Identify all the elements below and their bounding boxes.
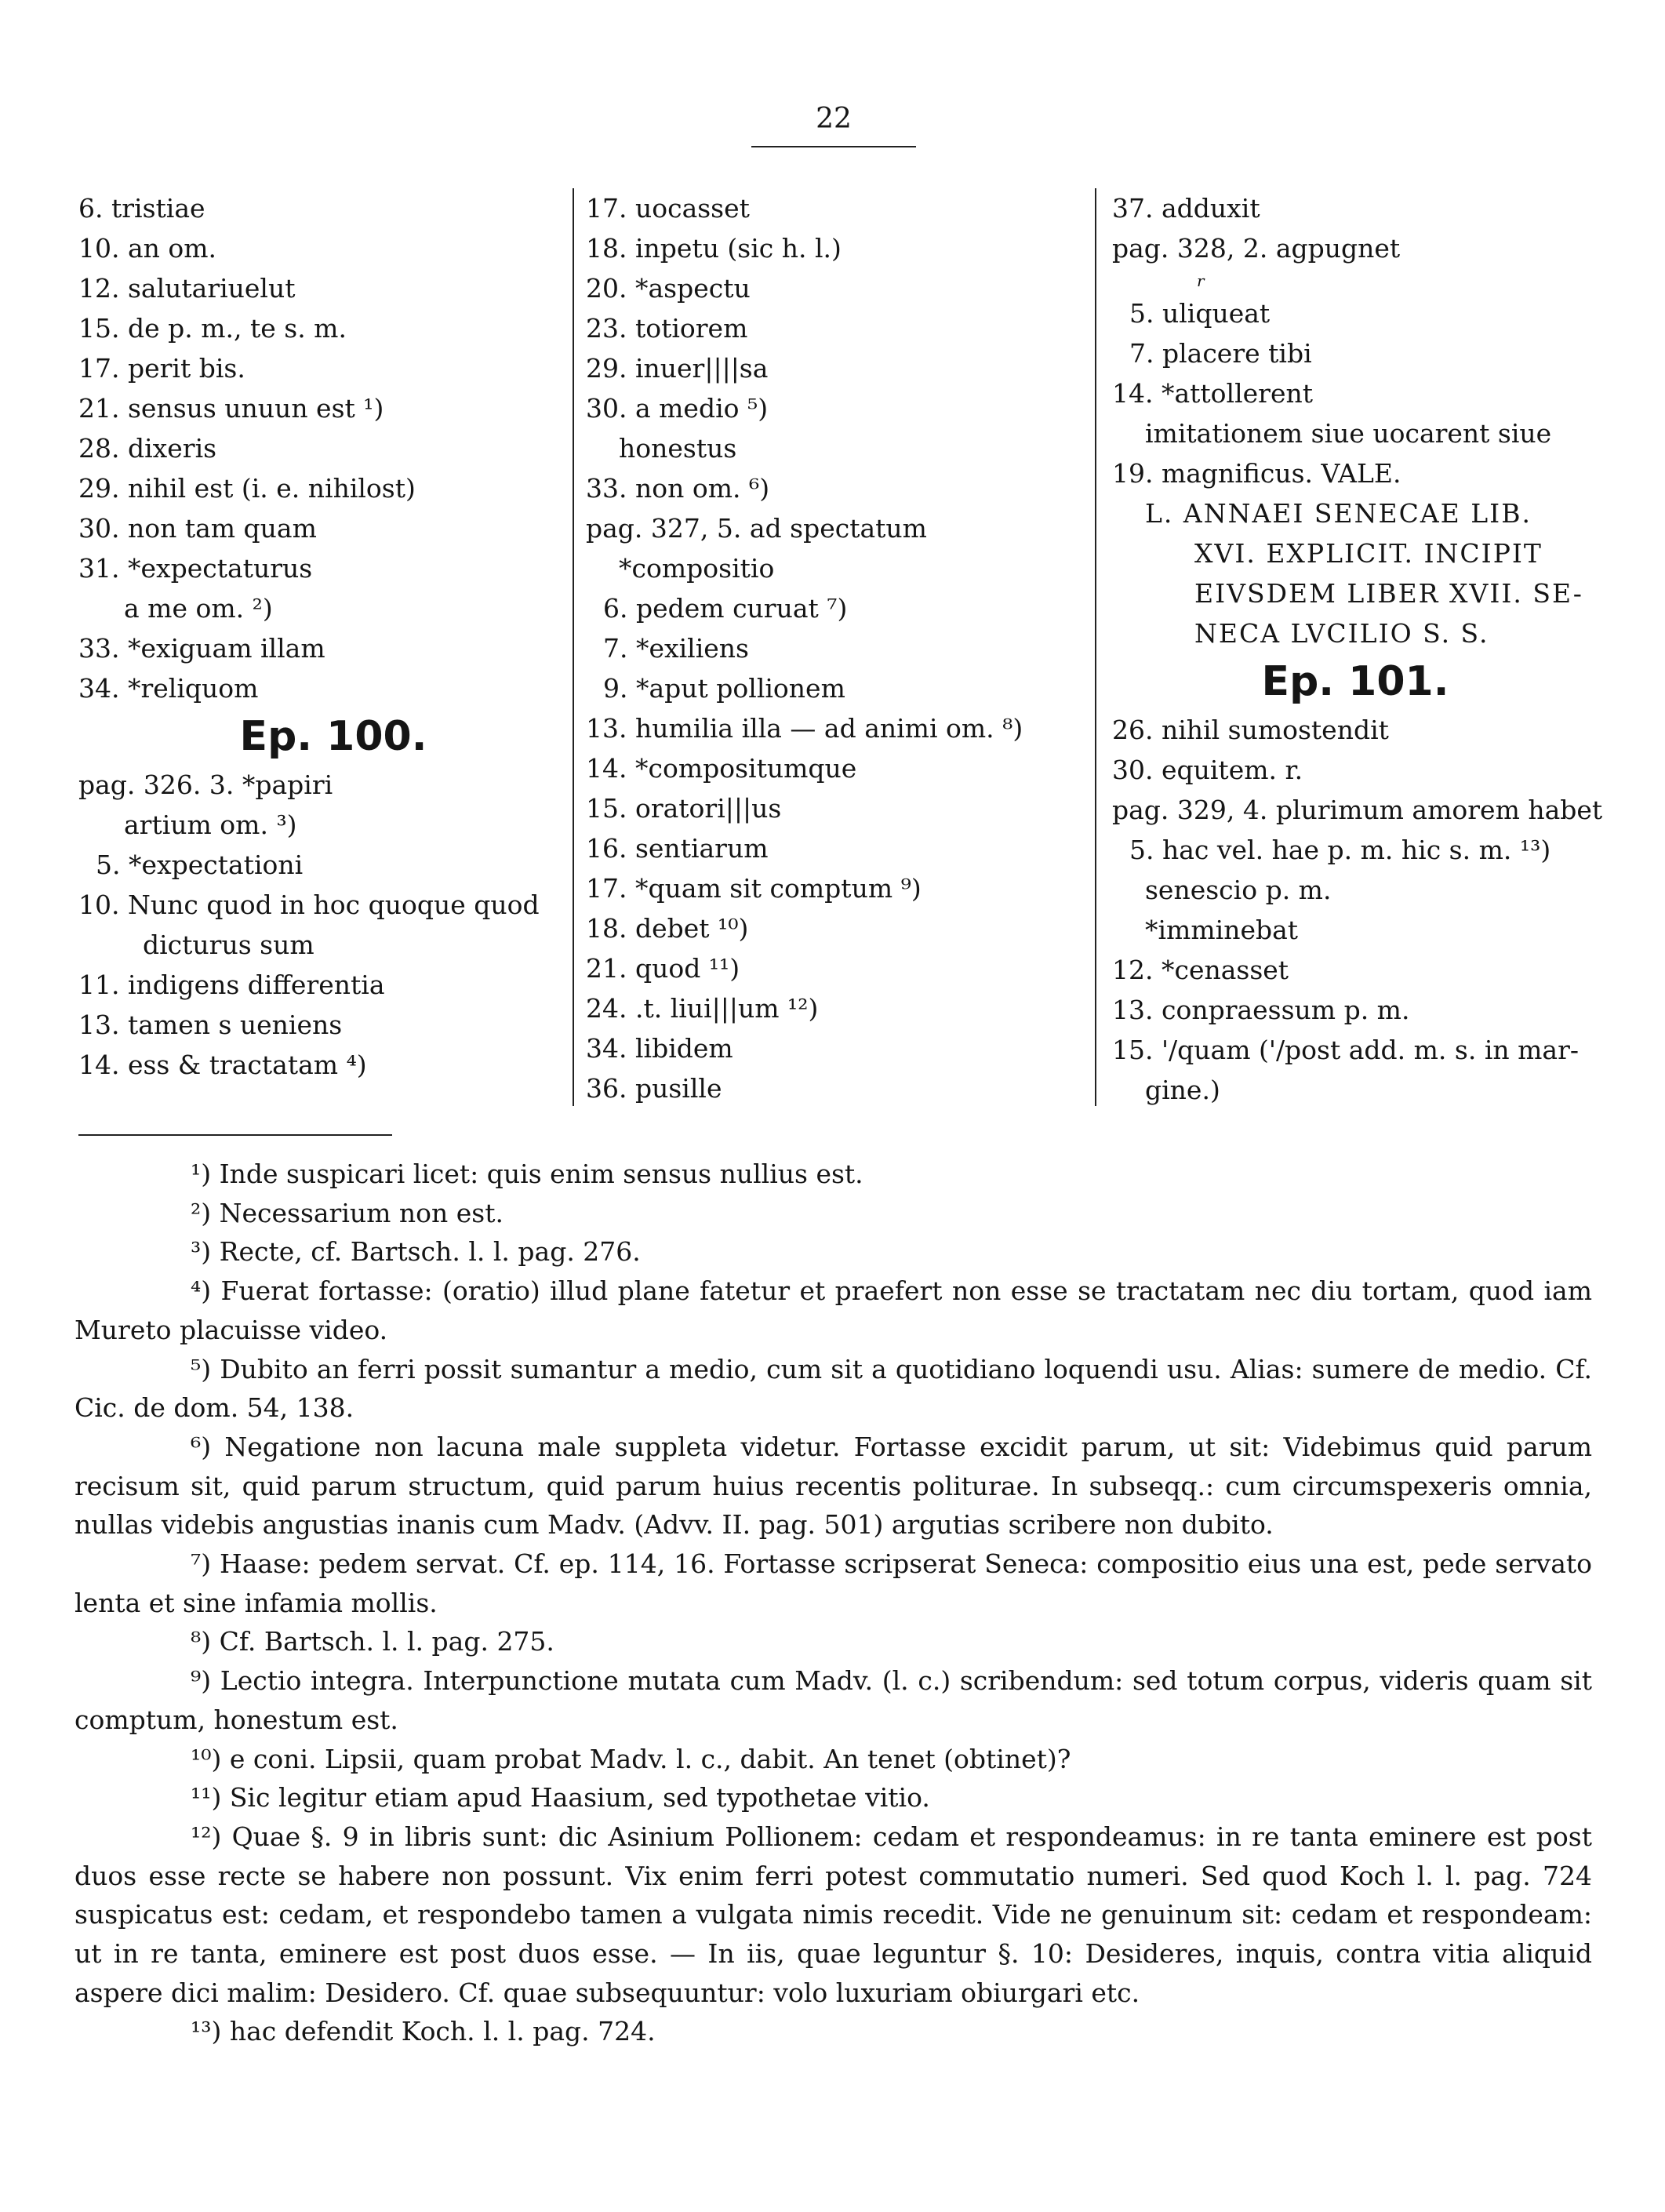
epistle-heading-100: Ep. 100.: [239, 713, 427, 760]
collation-line: dicturus sum: [143, 930, 314, 960]
footnotes: [75, 1155, 1592, 2051]
collation-line: 12. *cenasset: [1112, 955, 1289, 985]
collation-line: 26. nihil sumostendit: [1112, 715, 1389, 745]
collation-line: 19. magnificus. VALE.: [1112, 458, 1401, 489]
collation-line: 5. *expectationi: [96, 850, 304, 880]
collation-line: 23. totiorem: [586, 313, 748, 344]
page-number: 22: [816, 103, 852, 135]
page-number-rule: [751, 146, 916, 147]
collation-line: 24. .t. liui|||um ¹²): [586, 993, 819, 1024]
collation-line: 9. *aput pollionem: [603, 673, 845, 704]
column-2: [586, 188, 1085, 1108]
column-1: [78, 188, 557, 1085]
collation-line: 21. sensus unuun est ¹): [78, 393, 384, 424]
superscript-correction: r: [1197, 271, 1205, 290]
collation-line: 13. tamen s ueniens: [78, 1010, 343, 1040]
collation-line: 7. *exiliens: [603, 633, 749, 664]
collation-line: 33. non om. ⁶): [586, 473, 770, 504]
collation-line: 5. hac vel. hae p. m. hic s. m. ¹³): [1129, 835, 1551, 865]
collation-line: 30. equitem. r.: [1112, 755, 1303, 785]
collation-line: 18. inpetu (sic h. l.): [586, 233, 842, 264]
footnote-rule: [78, 1134, 392, 1136]
collation-line: 37. adduxit: [1112, 193, 1260, 224]
collation-line: 12. salutariuelut: [78, 273, 296, 304]
epistle-heading-101: Ep. 101.: [1261, 658, 1449, 705]
collation-line: 34. libidem: [586, 1033, 733, 1064]
collation-line: 17. *quam sit comptum ⁹): [586, 873, 922, 904]
footnote-7: ⁷) Haase: pedem servat. Cf. ep. 114, 16. Fortasse scripserat Seneca: compositio eius una est, pede servato lenta et sine infamia mollis.: [75, 1548, 1592, 1618]
collation-line: 15. oratori|||us: [586, 793, 782, 824]
collation-line: 15. de p. m., te s. m.: [78, 313, 347, 344]
footnote-13: ¹³) hac defendit Koch. l. l. pag. 724.: [191, 2016, 656, 2047]
collation-line: 34. *reliquom: [78, 673, 259, 704]
collation-line: pag. 327, 5. ad spectatum: [586, 513, 927, 544]
collation-line: pag. 329, 4. plurimum amorem habet: [1112, 795, 1603, 825]
column-3: [1112, 188, 1603, 1110]
collation-line: 31. *expectaturus: [78, 553, 313, 584]
collation-line: 18. debet ¹⁰): [586, 913, 749, 944]
collation-line: 36. pusille: [586, 1073, 722, 1104]
collation-line: 7. placere tibi: [1129, 338, 1312, 369]
collation-line: 21. quod ¹¹): [586, 953, 740, 984]
book-explicit: EIVSDEM LIBER XVII. SE-: [1194, 578, 1583, 609]
collation-line: 30. a medio ⁵): [586, 393, 769, 424]
collation-line: 11. indigens differentia: [78, 970, 385, 1000]
collation-line: 10. Nunc quod in hoc quoque quod: [78, 890, 540, 920]
book-explicit: L. ANNAEI SENECAE LIB.: [1145, 498, 1532, 529]
footnote-8: ⁸) Cf. Bartsch. l. l. pag. 275.: [191, 1626, 554, 1657]
collation-line: gine.): [1145, 1075, 1220, 1105]
collation-line: 29. inuer||||sa: [586, 353, 769, 384]
footnote-4: ⁴) Fuerat fortasse: (oratio) illud plane fatetur et praefert non esse se tractatam nec diu tortam, quod iam Mureto placuisse video.: [75, 1275, 1592, 1345]
collation-line: 20. *aspectu: [586, 273, 751, 304]
collation-line: 30. non tam quam: [78, 513, 317, 544]
footnote-12: ¹²) Quae §. 9 in libris sunt: dic Asinium Pollionem: cedam et respondeamus: in re tanta eminere est post duos esse recte se habere non possunt. Vix enim ferri potest commutatio numeri. Sed quod Koch l. l. pag. 724 suspicatus est: cedam, et respondebo tamen a vulgata nimis recedit. Vide ne genuinum sit: cedam et respondeam: ut in re tanta, eminere est post duos esse. — In iis, quae leguntur §. 10: Desideres, inquis, contra vitia aliquid aspere dici malim: Desidero. Cf. quae subsequuntur: volo luxuriam obiurgari etc.: [75, 1821, 1592, 2008]
book-explicit: XVI. EXPLICIT. INCIPIT: [1194, 538, 1543, 569]
column-divider-2: [1095, 188, 1096, 1106]
collation-line: 17. perit bis.: [78, 353, 245, 384]
footnote-3: ³) Recte, cf. Bartsch. l. l. pag. 276.: [191, 1236, 641, 1268]
collation-line: 28. dixeris: [78, 433, 217, 464]
book-explicit: NECA LVCILIO S. S.: [1194, 618, 1489, 649]
column-divider-1: [573, 188, 574, 1106]
collation-line: 17. uocasset: [586, 193, 750, 224]
footnote-10: ¹⁰) e coni. Lipsii, quam probat Madv. l. c., dabit. An tenet (obtinet)?: [191, 1743, 1071, 1774]
collation-line: 13. humilia illa — ad animi om. ⁸): [586, 713, 1023, 744]
collation-line: 13. conpraessum p. m.: [1112, 995, 1410, 1025]
collation-line: 14. *attollerent: [1112, 378, 1313, 409]
collation-line: 6. pedem curuat ⁷): [603, 593, 848, 624]
footnote-2: ²) Necessarium non est.: [191, 1197, 503, 1228]
collation-line: imitationem siue uocarent siue: [1145, 418, 1552, 449]
collation-line: 14. *compositumque: [586, 753, 857, 784]
collation-line: 14. ess & tractatam ⁴): [78, 1050, 367, 1080]
collation-line: 33. *exiguam illam: [78, 633, 325, 664]
collation-line: senescio p. m.: [1145, 875, 1332, 905]
collation-line: artium om. ³): [124, 809, 297, 840]
collation-line: 16. sentiarum: [586, 833, 769, 864]
collation-line: 5. uliqueat: [1129, 298, 1271, 329]
footnote-11: ¹¹) Sic legitur etiam apud Haasium, sed typothetae vitio.: [191, 1782, 930, 1814]
footnote-1: ¹) Inde suspicari licet: quis enim sensus nullius est.: [191, 1159, 863, 1189]
collation-line: pag. 328, 2. agpugnet: [1112, 233, 1401, 264]
collation-line: 6. tristiae: [78, 193, 205, 224]
collation-line: pag. 326. 3. *papiri: [78, 769, 333, 800]
collation-line: 29. nihil est (i. e. nihilost): [78, 473, 416, 504]
collation-line: 10. an om.: [78, 233, 217, 264]
collation-line: a me om. ²): [124, 593, 273, 624]
footnote-9: ⁹) Lectio integra. Interpunctione mutata cum Madv. (l. c.) scribendum: sed totum corpus, videris quam sit comptum, honestum est.: [75, 1665, 1592, 1735]
collation-line: *compositio: [619, 553, 775, 584]
collation-line: *imminebat: [1145, 915, 1299, 945]
collation-line: honestus: [619, 433, 737, 464]
footnote-6: ⁶) Negatione non lacuna male suppleta videtur. Fortasse excidit parum, ut sit: Videbimus quid parum recisum sit, quid parum structum, quid parum huius recentis politurae. In subseqq.: cum circumspexeris omnia, nullas videbis angustias inanis cum Madv. (Advv. II. pag. 501) argutias scribere non dubito.: [75, 1431, 1592, 1541]
footnote-5: ⁵) Dubito an ferri possit sumantur a medio, cum sit a quotidiano loquendi usu. Alias: sumere de medio. Cf. Cic. de dom. 54, 138.: [75, 1353, 1592, 1424]
collation-line: 15. '/quam ('/post add. m. s. in mar-: [1112, 1035, 1580, 1065]
